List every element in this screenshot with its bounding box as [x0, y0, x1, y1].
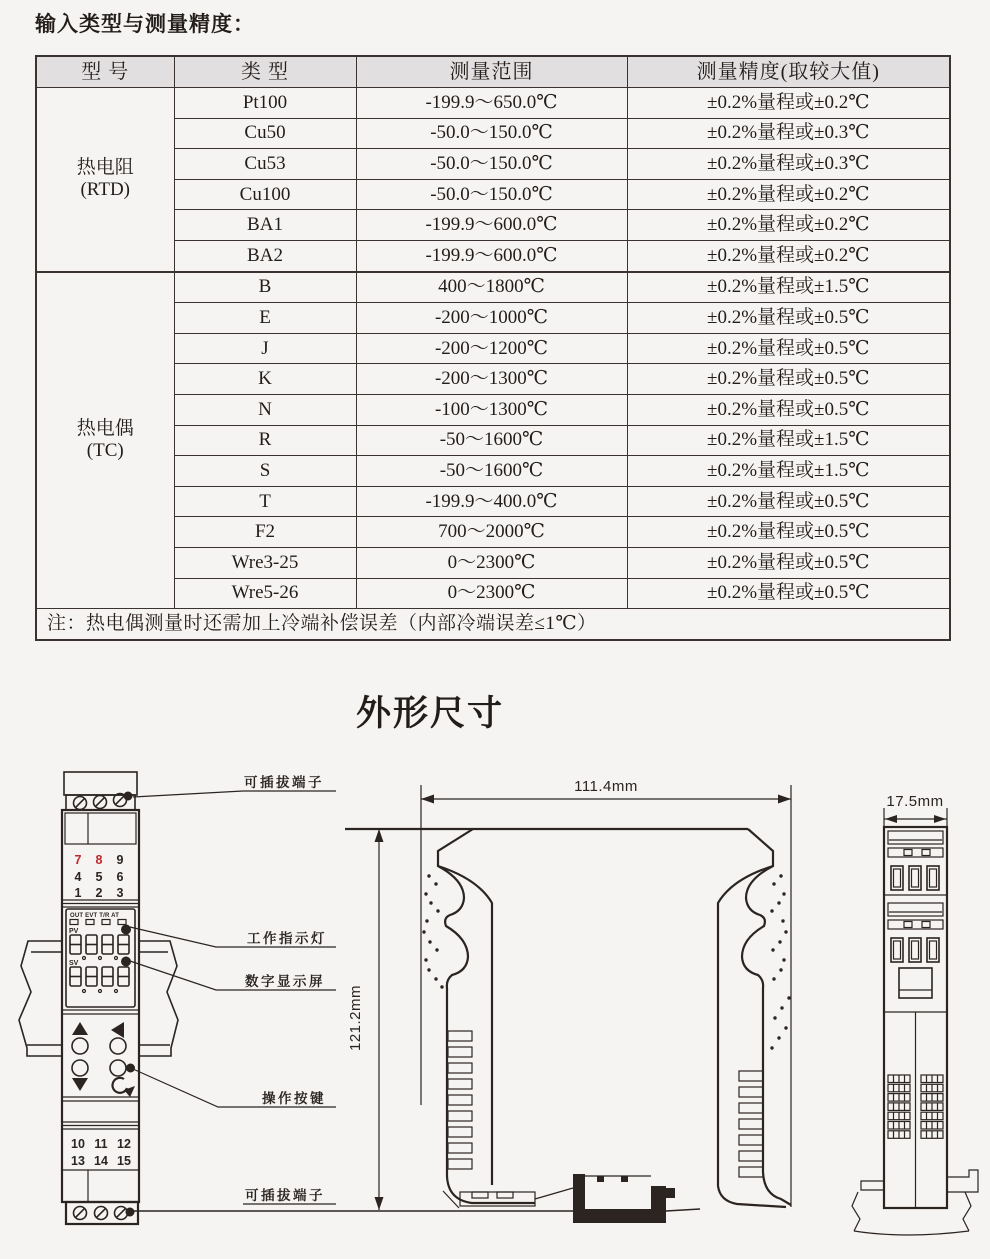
pv-digits	[70, 935, 129, 954]
range-cell: -50.0～150.0℃	[356, 149, 627, 180]
table-row	[36, 240, 950, 271]
table-row	[36, 425, 950, 456]
table-row	[36, 456, 950, 487]
range-cell: 700～2000℃	[356, 517, 627, 548]
pv-label: PV	[69, 928, 79, 935]
accuracy-cell: ±0.2%量程或±0.5℃	[627, 394, 950, 425]
range-cell: -100～1300℃	[356, 394, 627, 425]
range-cell: -200～1200℃	[356, 333, 627, 364]
accuracy-cell: ±0.2%量程或±0.5℃	[627, 547, 950, 578]
section-title-dimensions: 外形尺寸	[355, 694, 504, 733]
model-name: 热电偶	[76, 418, 134, 440]
range-cell: -200～1300℃	[356, 364, 627, 395]
callouts	[130, 774, 336, 1204]
svg-text:2: 2	[95, 886, 103, 900]
svg-text:9: 9	[116, 853, 124, 867]
callout-indicator: 工作指示灯	[247, 931, 327, 946]
type-cell: T	[174, 486, 356, 517]
range-cell: -199.9～400.0℃	[356, 486, 627, 517]
hatch-dots	[422, 874, 790, 1049]
svg-text:11: 11	[94, 1137, 108, 1151]
table-row	[36, 517, 950, 548]
bottom-terminal-block	[66, 1202, 138, 1224]
accuracy-cell: ±0.2%量程或±0.3℃	[627, 118, 950, 149]
type-cell: Wre3-25	[174, 547, 356, 578]
terminal-numbers-top	[75, 853, 124, 900]
accuracy-cell: ±0.2%量程或±0.2℃	[627, 179, 950, 210]
range-cell: -200～1000℃	[356, 303, 627, 334]
table-row	[36, 547, 950, 578]
model-sub: (RTD)	[80, 179, 130, 201]
height-dim-label: 121.2mm	[347, 984, 364, 1052]
table-row	[36, 394, 950, 425]
down-button	[72, 1060, 88, 1076]
accuracy-cell: ±0.2%量程或±0.2℃	[627, 88, 950, 119]
range-cell: -50～1600℃	[356, 425, 627, 456]
accuracy-cell: ±0.2%量程或±0.5℃	[627, 333, 950, 364]
svg-text:12: 12	[117, 1137, 131, 1151]
table-row	[36, 88, 950, 119]
din-clip	[573, 1174, 675, 1223]
indicator-labels: OUT EVT T/R AT	[70, 913, 120, 919]
table-row	[36, 272, 950, 303]
button-callout-dot	[126, 1064, 135, 1073]
down-arrow-icon	[72, 1078, 88, 1091]
left-arrow-icon	[111, 1022, 124, 1038]
type-cell: J	[174, 333, 356, 364]
vent-grille-left	[888, 1075, 910, 1138]
type-cell: S	[174, 456, 356, 487]
accuracy-cell: ±0.2%量程或±0.5℃	[627, 486, 950, 517]
sv-digits	[70, 967, 129, 986]
table-row	[36, 303, 950, 334]
svg-text:10: 10	[71, 1137, 85, 1151]
front-view	[19, 772, 336, 1224]
model-name: 热电阻	[76, 157, 134, 179]
range-cell: -50.0～150.0℃	[356, 179, 627, 210]
left-button	[110, 1038, 126, 1054]
terminal-numbers-bottom	[71, 1137, 131, 1168]
col-header-range: 测量范围	[356, 56, 627, 88]
svg-text:14: 14	[94, 1154, 108, 1168]
accuracy-cell: ±0.2%量程或±1.5℃	[627, 272, 950, 303]
operation-buttons	[72, 1022, 135, 1097]
range-cell: -50.0～150.0℃	[356, 118, 627, 149]
model-cell-tc	[36, 272, 174, 609]
vent-slots-left	[448, 1031, 472, 1169]
width-dim-label: 111.4mm	[574, 778, 638, 795]
svg-text:13: 13	[71, 1154, 85, 1168]
work-indicator-led	[121, 925, 131, 935]
svg-text:1: 1	[74, 886, 82, 900]
accuracy-cell: ±0.2%量程或±0.5℃	[627, 303, 950, 334]
depth-dim-label: 17.5mm	[886, 793, 944, 810]
type-cell: F2	[174, 517, 356, 548]
table-row	[36, 364, 950, 395]
accuracy-cell: ±0.2%量程或±1.5℃	[627, 456, 950, 487]
type-cell: K	[174, 364, 356, 395]
up-arrow-icon	[72, 1022, 88, 1035]
up-button	[72, 1038, 88, 1054]
side-view	[133, 778, 791, 1223]
svg-text:8: 8	[95, 853, 103, 867]
type-cell: Pt100	[174, 88, 356, 119]
accuracy-cell: ±0.2%量程或±0.2℃	[627, 240, 950, 271]
display-bump	[899, 968, 932, 998]
rail-section-right	[947, 1170, 978, 1192]
din-rail-right	[139, 941, 178, 1056]
vent-slots-right	[739, 1071, 763, 1177]
rail-latch	[443, 1188, 573, 1208]
model-sub: (TC)	[86, 440, 124, 462]
col-header-model: 型 号	[36, 56, 174, 88]
callout-buttons: 操作按键	[262, 1091, 326, 1106]
type-cell: Wre5-26	[174, 578, 356, 609]
model-cell-rtd	[36, 88, 174, 272]
type-cell: B	[174, 272, 356, 303]
svg-text:6: 6	[116, 870, 124, 884]
table-row	[36, 486, 950, 517]
callout-bottom-terminal: 可插拔端子	[245, 1188, 325, 1203]
table-note-row	[36, 609, 950, 641]
range-cell: -199.9～650.0℃	[356, 88, 627, 119]
range-cell: 0～2300℃	[356, 578, 627, 609]
range-cell: -199.9～600.0℃	[356, 210, 627, 241]
sv-label: SV	[69, 960, 79, 967]
type-cell: BA1	[174, 210, 356, 241]
accuracy-cell: ±0.2%量程或±0.3℃	[627, 149, 950, 180]
range-cell: -199.9～600.0℃	[356, 240, 627, 271]
spec-table	[35, 55, 951, 641]
table-row	[36, 210, 950, 241]
type-cell: BA2	[174, 240, 356, 271]
svg-text:3: 3	[116, 886, 124, 900]
svg-text:4: 4	[74, 870, 82, 884]
range-cell: -50～1600℃	[356, 456, 627, 487]
type-cell: Cu53	[174, 149, 356, 180]
svg-text:15: 15	[117, 1154, 131, 1168]
type-cell: E	[174, 303, 356, 334]
range-cell: 0～2300℃	[356, 547, 627, 578]
din-rail-left	[19, 941, 62, 1056]
accuracy-cell: ±0.2%量程或±0.2℃	[627, 210, 950, 241]
callout-display: 数字显示屏	[245, 974, 325, 989]
accuracy-cell: ±0.2%量程或±1.5℃	[627, 425, 950, 456]
accuracy-cell: ±0.2%量程或±0.5℃	[627, 578, 950, 609]
type-cell: Cu100	[174, 179, 356, 210]
table-header-row	[36, 56, 950, 88]
rail-section-left	[861, 1181, 884, 1190]
enter-button	[110, 1060, 126, 1076]
page-title: 输入类型与测量精度：	[35, 12, 255, 36]
table-row	[36, 179, 950, 210]
vent-grille-right	[921, 1075, 943, 1138]
type-cell: Cu50	[174, 118, 356, 149]
accuracy-cell: ±0.2%量程或±0.5℃	[627, 517, 950, 548]
table-row	[36, 578, 950, 609]
table-note: 注：热电偶测量时还需加上冷端补偿误差（内部冷端误差≤1℃）	[36, 609, 950, 641]
type-cell: R	[174, 425, 356, 456]
accuracy-cell: ±0.2%量程或±0.5℃	[627, 364, 950, 395]
callout-top-terminal: 可插拔端子	[244, 775, 324, 790]
col-header-accuracy: 测量精度(取较大值)	[627, 56, 950, 88]
col-header-type: 类 型	[174, 56, 356, 88]
svg-text:5: 5	[95, 870, 103, 884]
top-terminal-block	[64, 772, 137, 810]
end-view	[852, 793, 978, 1235]
display-indicator-led	[121, 957, 131, 967]
table-row	[36, 149, 950, 180]
svg-text:7: 7	[74, 853, 82, 867]
spec-table-wrap	[35, 55, 949, 641]
range-cell: 400～1800℃	[356, 272, 627, 303]
table-row	[36, 118, 950, 149]
type-cell: N	[174, 394, 356, 425]
dimension-drawing	[0, 758, 990, 1259]
table-row	[36, 333, 950, 364]
display-panel	[66, 909, 135, 1007]
